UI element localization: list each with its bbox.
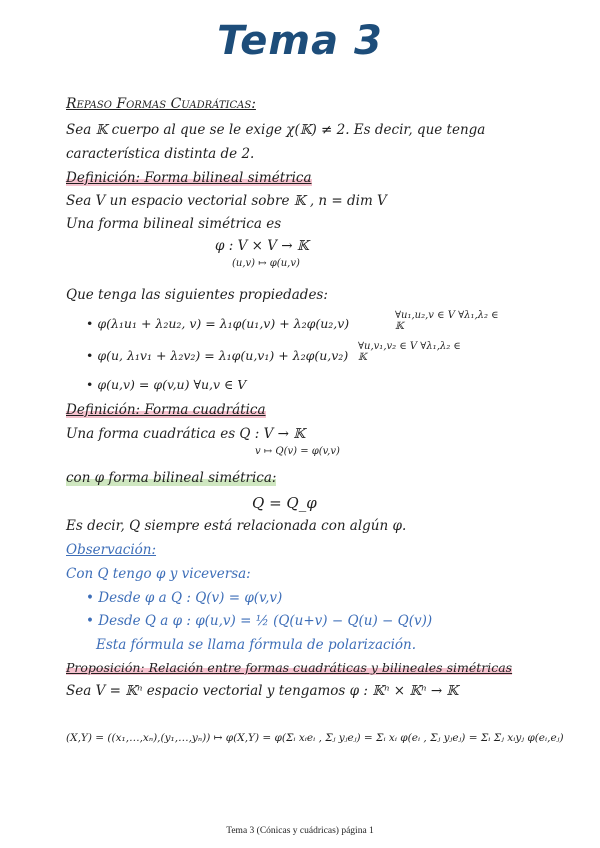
observation-line-1: Con Q tengo φ y viceversa: bbox=[66, 566, 251, 582]
definition-quadratic-line-2 bbox=[66, 470, 276, 486]
definition-quadratic-label: Definición: Forma cuadrática bbox=[66, 402, 266, 418]
definition-bilinear-label: Definición: Forma bilineal simétrica bbox=[66, 170, 312, 186]
property-2: • φ(u, λ₁v₁ + λ₂v₂) = λ₁φ(u,v₁) + λ₂φ(u,v₂) bbox=[86, 348, 349, 363]
observation-line-2: • Desde φ a Q : Q(v) = φ(v,v) bbox=[86, 590, 283, 606]
definition-bilinear-line-2: Una forma bilineal simétrica es bbox=[66, 216, 282, 232]
intro-line-2: característica distinta de 2. bbox=[66, 146, 255, 162]
definition-quadratic-line-3: Es decir, Q siempre está relacionada con algún φ. bbox=[66, 518, 407, 534]
page-title: Tema 3 bbox=[217, 18, 383, 64]
property-1-quantifier: ∀u₁,u₂,v ∈ V ∀λ₁,λ₂ ∈ 𝕂 bbox=[395, 310, 499, 332]
definition-bilinear-heading bbox=[66, 170, 312, 186]
quadratic-equation: Q = Q_φ bbox=[252, 494, 317, 512]
proposition-heading bbox=[66, 660, 512, 676]
proposition-formula: (X,Y) = ((x₁,…,xₙ),(y₁,…,yₙ)) ↦ φ(X,Y) = φ(Σᵢ xᵢeᵢ , Σⱼ yⱼeⱼ) = Σᵢ xᵢ φ(eᵢ , Σⱼ yⱼeⱼ) = Σᵢ Σⱼ xᵢyⱼ φ(eᵢ,eⱼ) bbox=[66, 732, 564, 744]
page-footer: Tema 3 (Cónicas y cuádricas) página 1 bbox=[226, 826, 374, 836]
definition-bilinear-line-1: Sea V un espacio vectorial sobre 𝕂 , n = dim V bbox=[66, 193, 387, 209]
observation-line-3: • Desde Q a φ : φ(u,v) = ½ (Q(u+v) − Q(u) − Q(v)) bbox=[86, 613, 433, 629]
bilinear-map-rule: (u,v) ↦ φ(u,v) bbox=[232, 258, 300, 269]
definition-quadratic-heading bbox=[66, 402, 266, 418]
property-2-quantifier: ∀u,v₁,v₂ ∈ V ∀λ₁,λ₂ ∈ 𝕂 bbox=[358, 341, 461, 363]
properties-intro: Que tenga las siguientes propiedades: bbox=[66, 287, 328, 303]
section-heading: Repaso Formas Cuadráticas: bbox=[66, 96, 256, 112]
intro-line-1: Sea 𝕂 cuerpo al que se le exige χ(𝕂) ≠ 2. Es decir, que tenga bbox=[66, 122, 486, 138]
quadratic-map-rule: v ↦ Q(v) = φ(v,v) bbox=[255, 446, 340, 457]
property-1: • φ(λ₁u₁ + λ₂u₂, v) = λ₁φ(u₁,v) + λ₂φ(u₂,v) bbox=[86, 316, 350, 331]
proposition-line-1: Sea V = 𝕂ⁿ espacio vectorial y tengamos φ : 𝕂ⁿ × 𝕂ⁿ → 𝕂 bbox=[66, 683, 459, 699]
observation-line-4: Esta fórmula se llama fórmula de polarización. bbox=[96, 637, 417, 653]
definition-quadratic-line-1: Una forma cuadrática es Q : V → 𝕂 bbox=[66, 426, 306, 442]
proposition-label: Proposición: Relación entre formas cuadráticas y bilineales simétricas bbox=[66, 660, 513, 675]
observation-heading: Observación: bbox=[66, 542, 157, 558]
bilinear-map: φ : V × V → 𝕂 bbox=[215, 238, 309, 254]
bilinear-highlight: con φ forma bilineal simétrica: bbox=[66, 470, 277, 486]
property-3: • φ(u,v) = φ(v,u) ∀u,v ∈ V bbox=[86, 377, 247, 392]
